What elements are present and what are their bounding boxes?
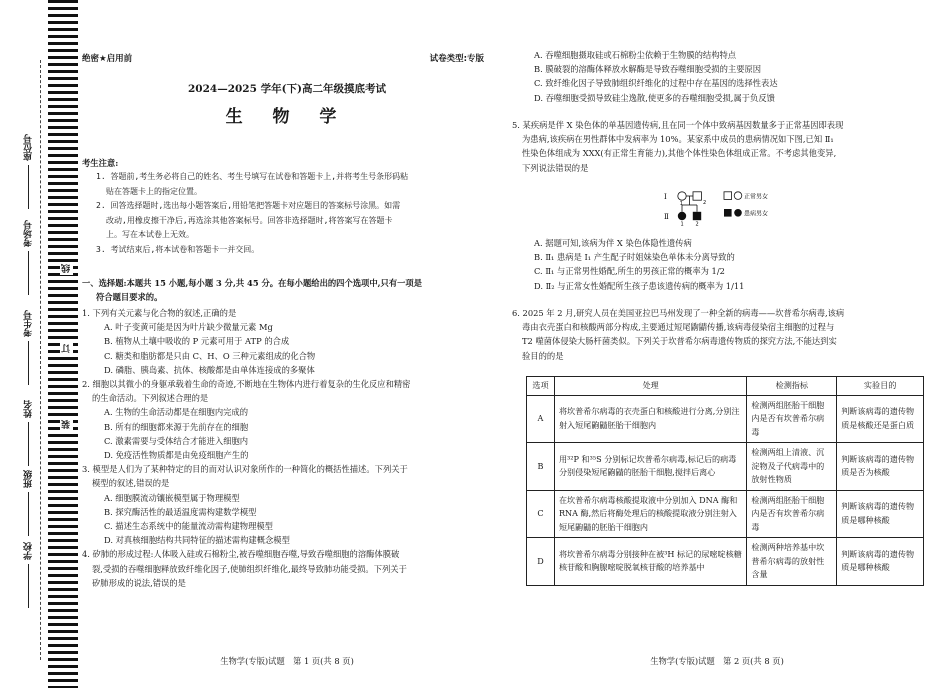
- col-header-index: 检测指标: [747, 377, 837, 396]
- i2-male-normal: [693, 192, 701, 200]
- option-c: C. 致纤维化因子导致肺组织纤维化的过程中存在基因的选择性表达: [534, 78, 778, 89]
- note-line: 1. 答题前,考生务必将自己的姓名、考生号填写在试卷和答题卡上,并将考生号条形码粘: [96, 172, 409, 182]
- note-line: 贴在答题卡上的指定位置。: [106, 186, 202, 196]
- option-a: A. 叶子变黄可能是因为叶片缺少微量元素 Mg: [104, 322, 273, 333]
- option-b: B. 所有的细胞都来源于先前存在的细胞: [104, 421, 249, 432]
- question-6-table: [526, 376, 924, 586]
- table-header-row: [527, 377, 924, 396]
- ii2-male-affected: [693, 212, 701, 220]
- question-2: 2. 细胞以其微小的身躯承载着生命的奇迹,不断地在生物体内进行着复杂的生化反应和精密 的生命活动。下列叙述合理的是 A. 生物的生命活动都是在细胞内完成的 B. 所有的细胞都来源于先前存在的细胞 C. 激素需要与受体结合才能进入细胞内 D. 免疫活性物质都是由免疫细胞产生的: [82, 377, 492, 462]
- cell-option: D: [527, 538, 555, 586]
- note-line: 3. 考试结束后,将本试卷和答题卡一并交回。: [96, 244, 260, 254]
- legend-female-normal: [734, 192, 742, 200]
- num-ii2: 2: [695, 221, 699, 226]
- table-row: [527, 538, 924, 586]
- cell-option: C: [527, 490, 555, 538]
- school-field: 学校: [8, 542, 48, 608]
- option-c: C. 激素需要与受体结合才能进入细胞内: [104, 435, 249, 446]
- page-footer-right: 生物学(专版)试题 第 2 页(共 8 页): [650, 656, 784, 666]
- cell-index: 检测两组胚胎干细胞内是否有坎普希尔病毒: [747, 395, 837, 443]
- option-b: B. Ⅱ₁ 患病是 Ⅰ₁ 产生配子时姐妹染色单体未分离导致的: [534, 252, 735, 263]
- table-row: [527, 395, 924, 443]
- option-d: D. 吞噬细胞受损导致硅尘逸散,使更多的吞噬细胞受损,属于负反馈: [534, 92, 775, 103]
- i1-female-normal: [678, 192, 686, 200]
- option-d: D. Ⅱ₂ 与正常女性婚配所生孩子患该遗传病的概率为 1/11: [534, 280, 745, 291]
- question-4-options: [512, 48, 922, 105]
- table-row: [527, 443, 924, 491]
- note-line: 2. 回答选择题时,选出每小题答案后,用铅笔把答题卡对应题目的答案标号涂黑。如需: [96, 201, 401, 211]
- question-6: 6. 2025 年 2 月,研究人员在美国亚拉巴马州发现了一种全新的病毒——坎普希尔病毒,该病 毒由衣壳蛋白和核酸两部分构成,主要通过短尾鼩鼱传播,该病毒侵染宿主细胞的过程与 T2 噬菌体侵染大肠杆菌类似。下列关于坎普希尔病毒遗传物质的探究方法,不能达到实 验目的的是: [512, 308, 845, 361]
- option-a: A. 据题可知,该病为伴 X 染色体隐性遗传病: [534, 238, 692, 248]
- option-c: C. 糖类和脂肪都是只由 C、H、O 三种元素组成的化合物: [104, 350, 316, 361]
- legend-female-affected: [734, 209, 742, 217]
- question-3: 3. 模型是人们为了某种特定的目的而对认识对象所作的一种简化的概括性描述。下列关于 模型的叙述,错误的是 A. 细胞膜流动镶嵌模型属于物理模型 B. 探究酶活性的最适温度需构建数学模型 C. 描述生态系统中的能量流动需构建物理模型 D. 对真核细胞结构共同特征的描述需构建概念模型: [82, 462, 492, 547]
- binding-mark-install: 装: [62, 420, 72, 429]
- legend-normal-label: 正常男女: [744, 193, 769, 201]
- question-4: 4. 矽肺的形成过程:人体吸入硅或石棉粉尘,被吞噬细胞吞噬,导致吞噬细胞的溶酶体膜破 裂,受损的吞噬细胞释放致纤维化因子,使肺组织纤维化,最终导致肺功能受损。下列关于 矽肺形成的说法,错误的是: [82, 549, 407, 588]
- option-a: A. 生物的生命活动都是在细胞内完成的: [104, 407, 249, 418]
- cell-process: 将坎普希尔病毒的衣壳蛋白和核酸进行分离,分别注射入短尾鼩鼱胚胎干细胞内: [554, 395, 746, 443]
- legend-male-affected: [724, 209, 732, 217]
- confidential-label: 绝密★启用前: [82, 54, 133, 64]
- binding-mark-order: 订: [62, 344, 72, 353]
- legend-affected-label: 患病男女: [744, 210, 769, 218]
- note-line: 上。写在本试卷上无效。: [106, 230, 194, 240]
- cell-index: 检测两种培养基中坎普希尔病毒的放射性含量: [747, 538, 837, 586]
- option-d: D. 免疫活性物质都是由免疫细胞产生的: [104, 450, 249, 461]
- question-6-table-wrap: [526, 376, 936, 586]
- pedigree-diagram: [662, 188, 822, 226]
- cell-aim: 判断该病毒的遗传物质是哪种核酸: [837, 490, 924, 538]
- cell-option: B: [527, 443, 555, 491]
- option-a: A. 细胞膜流动镶嵌模型属于物理模型: [104, 492, 240, 503]
- table-row: [527, 490, 924, 538]
- generation-1-label: Ⅰ: [664, 193, 667, 201]
- name-field: 姓名: [8, 400, 48, 466]
- cell-process: 在坎普希尔病毒核酸提取液中分别加入 DNA 酶和 RNA 酶,然后将酶处理后的核酸提取液分别注射入短尾鼩鼱的胚胎干细胞内: [554, 490, 746, 538]
- option-b: B. 膜破裂的溶酶体释放水解酶是导致吞噬细胞受损的主要原因: [534, 64, 762, 75]
- question-1: 1. 下列有关元素与化合物的叙述,正确的是 A. 叶子变黄可能是因为叶片缺少微量元素 Mg B. 植物从土壤中吸收的 P 元素可用于 ATP 的合成 C. 糖类和脂肪都是只由 C、H、O 三种元素组成的化合物 D. 磷脂、胰岛素、抗体、核酸都是由单体连接成的多聚体: [82, 306, 492, 377]
- question-5-options: [512, 236, 922, 293]
- exam-title: 2024—2025 学年(下)高二年级摸底考试: [187, 83, 387, 95]
- cell-aim: 判断该病毒的遗传物质是否为核酸: [837, 443, 924, 491]
- option-a: A. 吞噬细胞摄取硅或石棉粉尘依赖于生物膜的结构特点: [534, 50, 737, 60]
- subject-title: 生 物 学: [225, 107, 349, 127]
- seat-number-field: 座位号: [8, 130, 48, 209]
- notes-heading: 考生注意:: [82, 158, 119, 168]
- page-1: [82, 0, 492, 688]
- binding-strip: [0, 0, 78, 688]
- class-field: 班级: [8, 470, 48, 536]
- room-number-field: 考场号: [8, 220, 48, 295]
- exam-number-field: 考生号: [8, 310, 48, 385]
- exam-notes: [82, 156, 492, 257]
- question-5: 5. 某疾病是伴 X 染色体的单基因遗传病,且在同一个体中致病基因数量多于正常基因即表现 为患病,该疾病在男性群体中发病率为 10%。某家系中成员的患病情况如下图,已知 Ⅱ₁ 性染色体组成为 XXX(有正常生育能力),其他个体性染色体组成正常。不考虑其他变异, 下列说法错误的是: [512, 120, 844, 173]
- section-1-heading: 一、选择题:本题共 15 小题,每小题 3 分,共 45 分。在每小题给出的四个选项中,只有一项是 符合题目要求的。: [82, 278, 423, 303]
- num-i2: 2: [703, 200, 707, 206]
- cell-aim: 判断该病毒的遗传物质是哪种核酸: [837, 538, 924, 586]
- binding-mark-line: 线: [62, 264, 72, 273]
- option-d: D. 磷脂、胰岛素、抗体、核酸都是由单体连接成的多聚体: [104, 364, 315, 375]
- ii1-female-affected: [678, 212, 686, 220]
- question-list-left: [82, 306, 492, 590]
- col-header-aim: 实验目的: [837, 377, 924, 396]
- cell-index: 检测两组上清液、沉淀物及子代病毒中的放射性物质: [747, 443, 837, 491]
- option-c: C. 描述生态系统中的能量流动需构建物理模型: [104, 521, 273, 532]
- num-ii1: 1: [680, 221, 684, 226]
- num-i1: 1: [679, 201, 683, 207]
- option-d: D. 对真核细胞结构共同特征的描述需构建概念模型: [104, 535, 290, 546]
- page-2: [512, 0, 922, 688]
- note-line: 改动,用橡皮擦干净后,再选涂其他答案标号。回答非选择题时,将答案写在答题卡: [106, 215, 393, 225]
- option-b: B. 植物从土壤中吸收的 P 元素可用于 ATP 的合成: [104, 336, 290, 347]
- option-c: C. Ⅱ₁ 与正常男性婚配,所生的男孩正常的概率为 1/2: [534, 266, 725, 277]
- cell-aim: 判断该病毒的遗传物质是核酸还是蛋白质: [837, 395, 924, 443]
- cell-process: 将坎普希尔病毒分别接种在被³H 标记的尿嘧啶核糖核苷酸和胸腺嘧啶脱氧核苷酸的培养基中: [554, 538, 746, 586]
- legend-male-normal: [724, 192, 732, 200]
- col-header-process: 处理: [554, 377, 746, 396]
- generation-2-label: Ⅱ: [664, 213, 669, 221]
- option-b: B. 探究酶活性的最适温度需构建数学模型: [104, 506, 257, 517]
- paper-type-label: 试卷类型:专版: [429, 54, 484, 64]
- cell-process: 用³²P 和³⁵S 分别标记坎普希尔病毒,标记后的病毒分别侵染短尾鼩鼱的胚胎干细胞,搅拌后离心: [554, 443, 746, 491]
- page-footer-left: 生物学(专版)试题 第 1 页(共 8 页): [220, 656, 354, 666]
- cell-index: 检测两组胚胎干细胞内是否有坎普希尔病毒: [747, 490, 837, 538]
- col-header-option: 选项: [527, 377, 555, 396]
- cell-option: A: [527, 395, 555, 443]
